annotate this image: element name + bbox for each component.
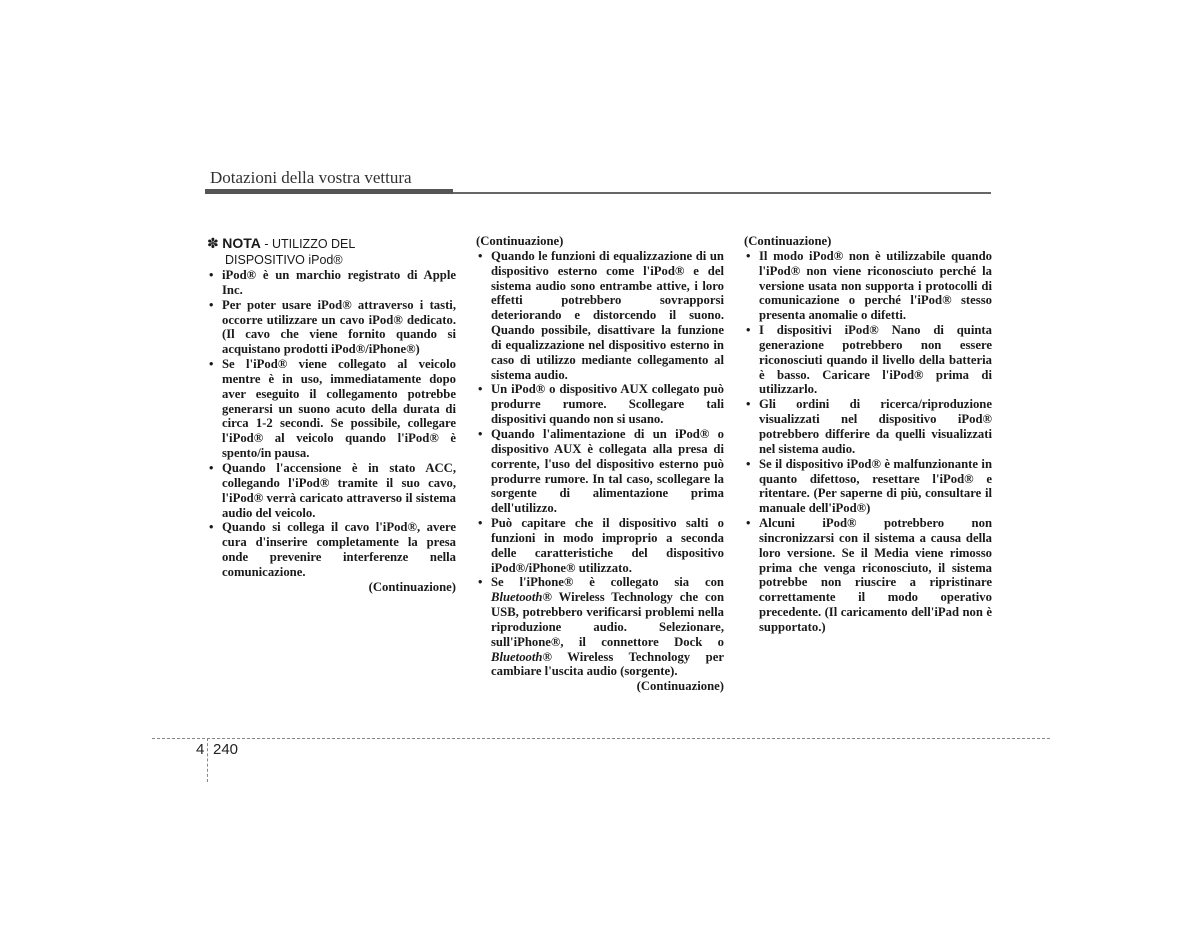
text-column-1 bbox=[207, 234, 456, 595]
page-number: 240 bbox=[213, 741, 239, 758]
list-item: • Quando si collega il cavo l'iPod®, avere cura d'inserire completamente la presa onde prevenire interferenze nella comunicazione. bbox=[207, 520, 456, 579]
header-rule-thick bbox=[205, 189, 453, 194]
note-heading bbox=[207, 235, 456, 268]
list-item: • Se l'iPod® viene collegato al veicolo mentre è in uso, immediatamente dopo aver eseguito il collegamento potrebbe generarsi un suono acuto della durata di circa 1-2 secondi. Se possibile, collegare l'iPod® al veicolo quando l'iPod® è spento/in pausa. bbox=[207, 357, 456, 461]
list-item: • Può capitare che il dispositivo salti o funzioni in modo improprio a seconda delle caratteristiche del dispositivo iPod®/iPhone® utilizzato. bbox=[476, 516, 724, 575]
text-run: Wireless Technology per cambiare l'uscita audio (sorgente). bbox=[491, 649, 724, 679]
list-item: • Per poter usare iPod® attraverso i tasti, occorre utilizzare un cavo iPod® dedicato. (Il cavo che viene fornito quando si acquistano prodotti iPod®/iPhone®) bbox=[207, 298, 456, 357]
bluetooth-brand: Bluetooth® bbox=[491, 649, 552, 664]
text-column-3 bbox=[744, 234, 992, 635]
chapter-number: 4 bbox=[196, 741, 205, 758]
note-title-line2: DISPOSITIVO iPod® bbox=[225, 253, 343, 267]
list-item: • Se il dispositivo iPod® è malfunzionante in quanto difettoso, resettare l'iPod® e ritentare. (Per saperne di più, consultare il manuale dell'iPod®) bbox=[744, 457, 992, 516]
continuation-heading: (Continuazione) bbox=[744, 234, 832, 248]
note-label: NOTA bbox=[222, 235, 261, 251]
text-run: Wireless Technology che con USB, potrebbero verificarsi problemi nella riproduzione audio. Selezionare, sull'iPhone®, il connettore Dock o bbox=[491, 590, 724, 649]
list-item: • iPod® è un marchio registrato di Apple Inc. bbox=[207, 268, 456, 298]
bullet-list bbox=[744, 249, 992, 635]
note-title-line1: - UTILIZZO DEL bbox=[260, 237, 356, 251]
list-item: • Quando l'alimentazione di un iPod® o dispositivo AUX è collegata alla presa di corrente, l'uso del dispositivo esterno può produrre rumore. In tal caso, scollegare la sorgente di alimentazione prima dell'utilizzo. bbox=[476, 427, 724, 516]
section-header-title: Dotazioni della vostra vettura bbox=[210, 168, 412, 187]
list-item: • I dispositivi iPod® Nano di quinta generazione potrebbero non essere riconosciuti quando il livello della batteria è basso. Caricare l'iPod® prima di utilizzarlo. bbox=[744, 323, 992, 397]
list-item: • Un iPod® o dispositivo AUX collegato può produrre rumore. Scollegare tali dispositivi quando non si usano. bbox=[476, 382, 724, 427]
bullet-list bbox=[476, 249, 724, 679]
footer-divider bbox=[152, 738, 1050, 739]
bullet-list bbox=[207, 268, 456, 580]
note-star-icon: ✽ bbox=[207, 235, 219, 251]
text-run: Se l'iPhone® è collegato sia con bbox=[491, 575, 724, 590]
header-rule-thin bbox=[453, 192, 991, 194]
continuation-heading: (Continuazione) bbox=[476, 234, 564, 248]
list-item: • Gli ordini di ricerca/riproduzione visualizzati nel dispositivo iPod® potrebbero differire da quelli visualizzati nel sistema audio. bbox=[744, 397, 992, 456]
list-item: • Il modo iPod® non è utilizzabile quando l'iPod® non viene riconosciuto perché la versione usata non supporta i protocolli di comunicazione o perché l'iPod® stesso presenta anomalie o difetti. bbox=[744, 249, 992, 323]
list-item: • Quando l'accensione è in stato ACC, collegando l'iPod® tramite il suo cavo, l'iPod® verrà caricato attraverso il sistema audio del veicolo. bbox=[207, 461, 456, 520]
continuation-label: (Continuazione) bbox=[636, 679, 724, 694]
list-item: • Quando le funzioni di equalizzazione di un dispositivo esterno come l'iPod® e del sistema audio sono entrambe attive, i loro effetti potrebbero sovrapporsi deteriorando e distorcendo il suono. Quando possibile, disattivare la funzione di equalizzazione nel dispositivo esterno in caso di utilizzo mediante collegamento al sistema audio. bbox=[476, 249, 724, 383]
list-item: • Alcuni iPod® potrebbero non sincronizzarsi con il sistema a causa della loro versione. Se il Media viene rimosso prima che venga riconosciuto, il sistema potrebbe non riuscire a ripristinare correttamente il modo operativo precedente. (Il caricamento dell'iPad non è supportato.) bbox=[744, 516, 992, 635]
text-column-2 bbox=[476, 234, 724, 694]
list-item bbox=[476, 575, 724, 679]
footer-vertical-divider bbox=[207, 738, 208, 782]
continuation-label: (Continuazione) bbox=[368, 579, 456, 594]
bluetooth-brand: Bluetooth® bbox=[491, 590, 552, 605]
